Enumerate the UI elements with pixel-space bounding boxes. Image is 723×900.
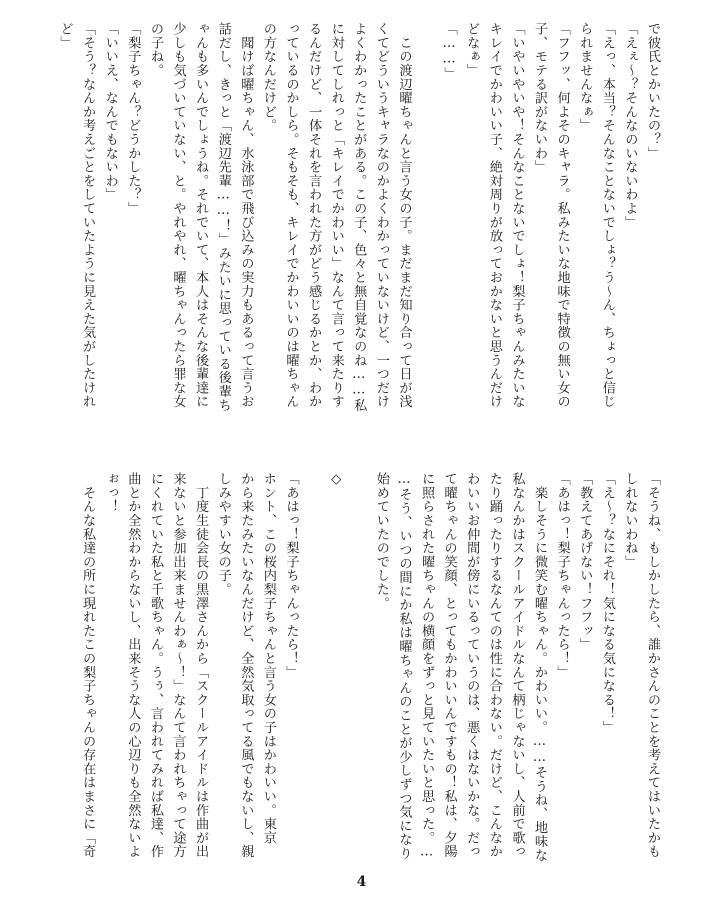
- page-number: 4: [356, 874, 367, 890]
- text-line: の子ね。: [147, 22, 163, 78]
- text-line: 始めていたのでした。: [373, 472, 389, 610]
- text-line: よくわかったことがある。この子、色々と無自覚なのね……私: [351, 22, 367, 412]
- text-line: に照らされた曜ちゃんの横顔をずっと見ていたいと思った。…: [419, 472, 435, 861]
- text-line: 「あはっ！梨子ちゃんったら！」: [283, 472, 299, 679]
- text-line: そんな私達の所に現れたこの梨子ちゃんの存在はまさに「奇: [80, 472, 96, 859]
- text-line: 曲とか全然わからないし、出来そうな人の心辺りも全然ないよ: [125, 472, 141, 859]
- text-line: から来たみたいなんだけど、全然気取ってる風でもないし、親: [238, 472, 254, 859]
- text-line: 「教えてあげない！フフッ」: [577, 472, 593, 652]
- text-line: 私なんかはスクールアイドルなんて柄じゃないし、人前で歌っ: [509, 472, 525, 859]
- text-line: にくれていた私と千歌ちゃん。うぅ、言われてみれば私達、作: [147, 472, 163, 859]
- text-line: で彼氏とかいたの？」: [645, 22, 660, 160]
- text-line: たり踊ったりするなんてのは性に合わない。だけど、こんなか: [486, 472, 502, 859]
- text-line: 楽しそうに微笑む曜ちゃん。かわいい。……そうね、地味な: [532, 472, 548, 862]
- text-line: て曜ちゃんの笑顔、とってもかわいいんですもの！私は、夕陽: [441, 472, 457, 859]
- text-line: 丁度生徒会長の黒澤さんから「スクールアイドルは作曲が出: [193, 472, 209, 859]
- text-line: どなぁ」: [464, 22, 480, 78]
- text-line: 少しも気づいていない、と。やれやれ、曜ちゃんったら罪な女: [170, 22, 186, 409]
- text-line: [414, 22, 437, 430]
- text-line: 「……」: [441, 22, 457, 81]
- text-line: 聞けば曜ちゃん、水泳部で飛び込みの実力もあるって言うお: [238, 22, 254, 409]
- text-line: 「そうね、もしかしたら、誰かさんのことを考えてはいたかも: [645, 472, 660, 859]
- text-line: 来ないと参加出来ませんわぁ～！」なんて言われちゃって途方: [170, 472, 186, 859]
- text-line: 「えっ、本当？そんなことないでしょ？う～ん、ちょっと信じ: [599, 22, 615, 409]
- text-line: ホント、この桜内梨子ちゃんと言う女の子はかわいい。東京: [260, 472, 276, 845]
- text-line: 「そう？なんか考えごとをしていたように見えた気がしたけれ: [80, 22, 96, 409]
- text-line: 「いいえ、なんでもないわ」: [102, 22, 118, 202]
- text-line: …そう、いつの間にか私は曜ちゃんのことが少しずつ気になり: [396, 472, 412, 861]
- text-line: るんだけど、一体それを言われた方がどう感じるかとか、わか: [306, 22, 322, 409]
- text-line: [347, 472, 370, 867]
- text-column-block-lower: [53, 472, 663, 867]
- text-line: キレイでかわいい子、絶対周りが放っておかないと思うんだけ: [486, 22, 502, 409]
- text-line: 話だし、きっと「渡辺先輩……！」みたいに思っている後輩ち: [215, 22, 231, 412]
- text-line: 「フフッ、何よそのキャラ。私みたいな地味で特徴の無い女の: [554, 22, 570, 409]
- text-line: この渡辺曜ちゃんと言う女の子。まだまだ知り合って日が浅: [396, 22, 412, 409]
- text-line: ど」: [57, 22, 73, 50]
- text-column-block-upper: [53, 22, 663, 430]
- text-line: に対してしれっと「キレイでかわいい」なんて言って来たりす: [328, 22, 344, 409]
- text-line: 「え～？なにそれ！気になる気になる！」: [599, 472, 615, 735]
- text-line: ◇: [328, 472, 344, 488]
- text-line: 子、モテる訳がないわ」: [532, 22, 548, 174]
- text-line: の方なんだけど。: [260, 22, 276, 133]
- text-line: ぉっ！: [102, 472, 118, 514]
- text-line: [302, 472, 325, 867]
- text-line: くてどういうキャラなのかよくわかっていないけど、一つだけ: [373, 22, 389, 409]
- text-line: しみやすい女の子。: [215, 472, 231, 597]
- text-line: しれないわね」: [622, 472, 638, 569]
- text-line: 「梨子ちゃん？どうかした？」: [125, 22, 141, 216]
- text-line: 「えぇ～？そんなのいないわよ」: [622, 22, 638, 229]
- text-line: られませんなぁ」: [577, 22, 593, 133]
- text-line: 「あはっ！梨子ちゃんったら！」: [554, 472, 570, 679]
- text-line: っているのかしら。そもそも、キレイでかわいいのは曜ちゃん: [283, 22, 299, 409]
- text-line: 「いやいやいや！そんなことないでしょ！梨子ちゃんみたいな: [509, 22, 525, 409]
- text-line: ゃんも多いんでしょうね。それでいて、本人はそんな後輩達に: [193, 22, 209, 409]
- text-line: わいいお仲間が傍にいるっていうのは、悪くはないかな。だっ: [464, 472, 480, 859]
